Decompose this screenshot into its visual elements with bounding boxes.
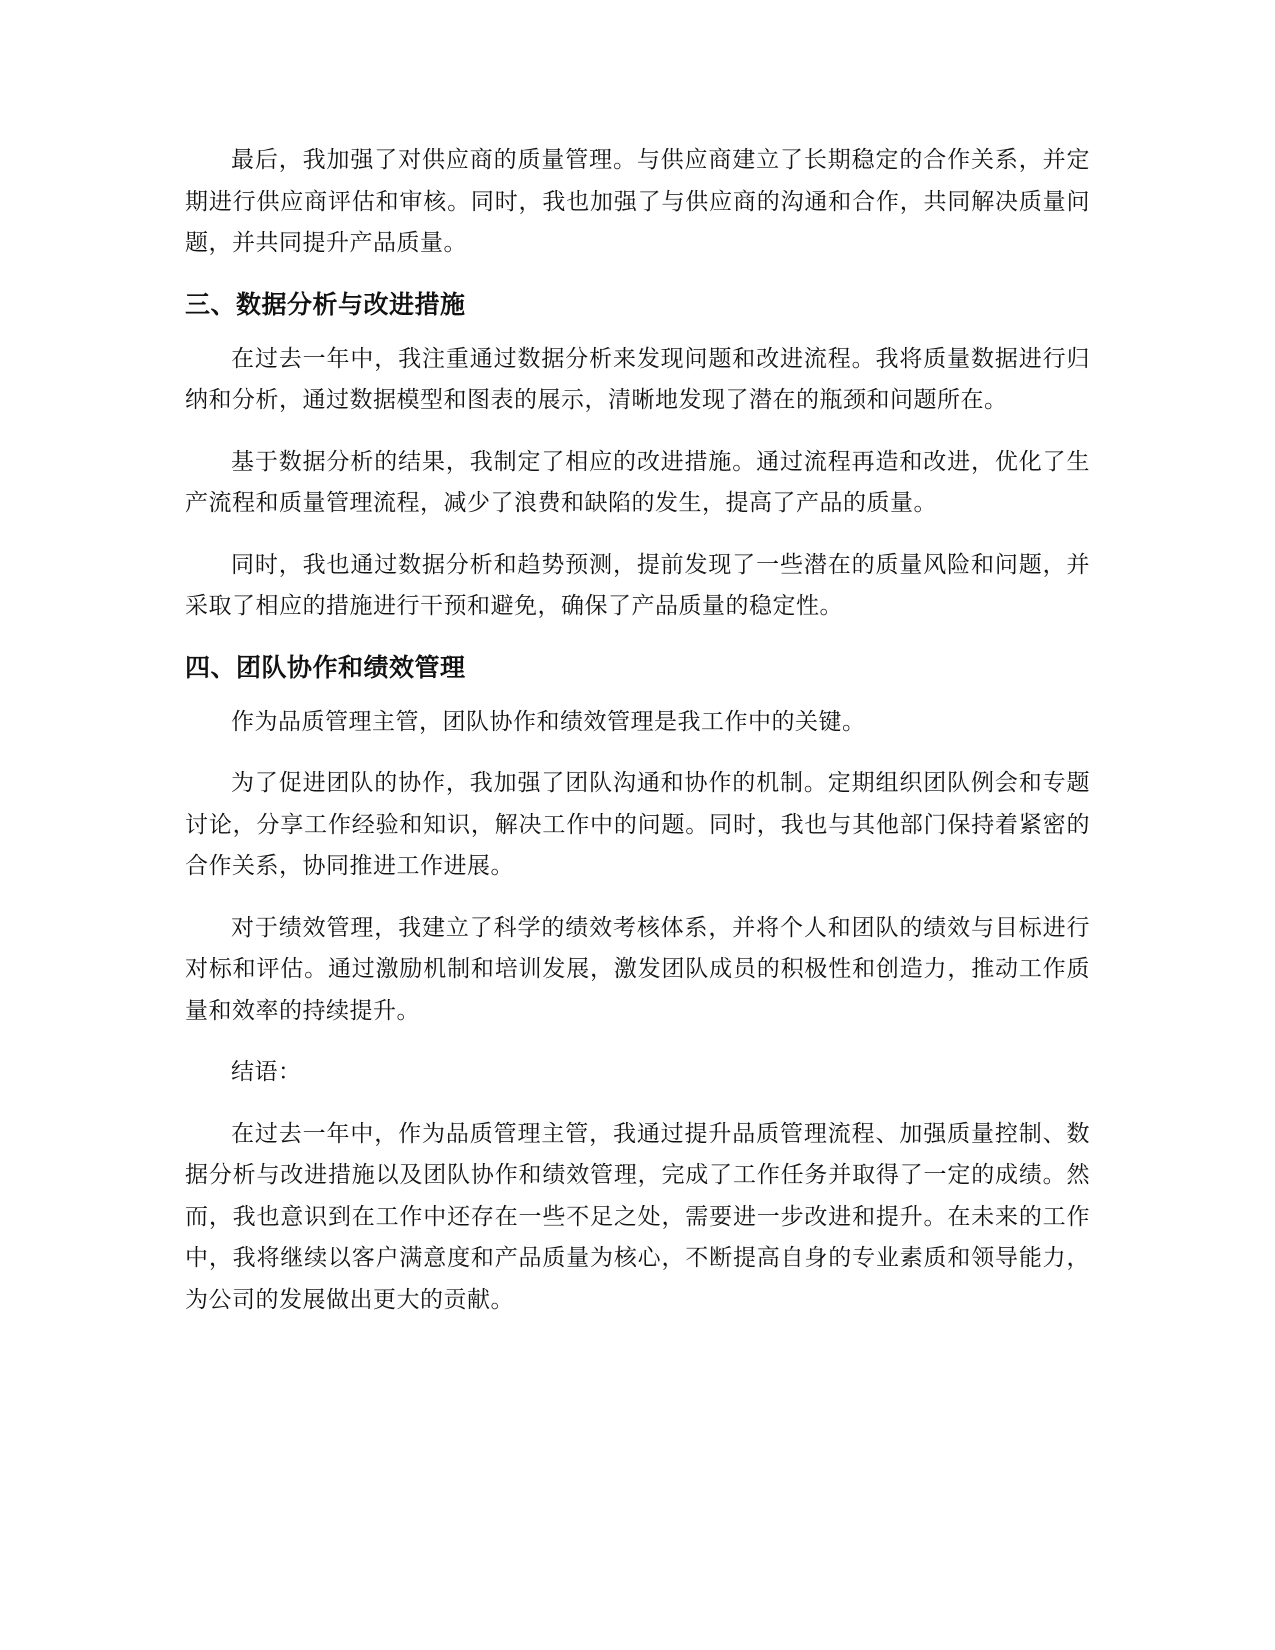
paragraph-conclusion-label: 结语： [231,1059,302,1085]
paragraph-team-key: 作为品质管理主管，团队协作和绩效管理是我工作中的关键。 [231,708,866,735]
heading-team-performance: 四、团队协作和绩效管理 [185,652,466,682]
heading-data-analysis: 三、数据分析与改进措施 [185,289,466,319]
paragraph-trend-prediction: 同时，我也通过数据分析和趋势预测，提前发现了一些潜在的质量风险和问题，并采取了相应的措施进行干预和避免，确保了产品质量的稳定性。 [185,551,1090,619]
document-page [185,140,1090,1341]
paragraph-conclusion: 在过去一年中，作为品质管理主管，我通过提升品质管理流程、加强质量控制、数据分析与改进措施以及团队协作和绩效管理，完成了工作任务并取得了一定的成绩。然而，我也意识到在工作中还存在一些不足之处，需要进一步改进和提升。在未来的工作中，我将继续以客户满意度和产品质量为核心，不断提高自身的专业素质和领导能力，为公司的发展做出更大的贡献。 [185,1120,1090,1313]
paragraph-supplier-management: 最后，我加强了对供应商的质量管理。与供应商建立了长期稳定的合作关系，并定期进行供应商评估和审核。同时，我也加强了与供应商的沟通和合作，共同解决质量问题，并共同提升产品质量。 [185,147,1090,256]
paragraph-team-collaboration: 为了促进团队的协作，我加强了团队沟通和协作的机制。定期组织团队例会和专题讨论，分享工作经验和知识，解决工作中的问题。同时，我也与其他部门保持着紧密的合作关系，协同推进工作进展。 [185,770,1090,879]
paragraph-performance-management: 对于绩效管理，我建立了科学的绩效考核体系，并将个人和团队的绩效与目标进行对标和评估。通过激励机制和培训发展，激发团队成员的积极性和创造力，推动工作质量和效率的持续提升。 [185,914,1090,1024]
paragraph-improvement-measures: 基于数据分析的结果，我制定了相应的改进措施。通过流程再造和改进，优化了生产流程和质量管理流程，减少了浪费和缺陷的发生，提高了产品的质量。 [185,448,1090,516]
paragraph-data-analysis-intro: 在过去一年中，我注重通过数据分析来发现问题和改进流程。我将质量数据进行归纳和分析，通过数据模型和图表的展示，清晰地发现了潜在的瓶颈和问题所在。 [185,345,1090,413]
